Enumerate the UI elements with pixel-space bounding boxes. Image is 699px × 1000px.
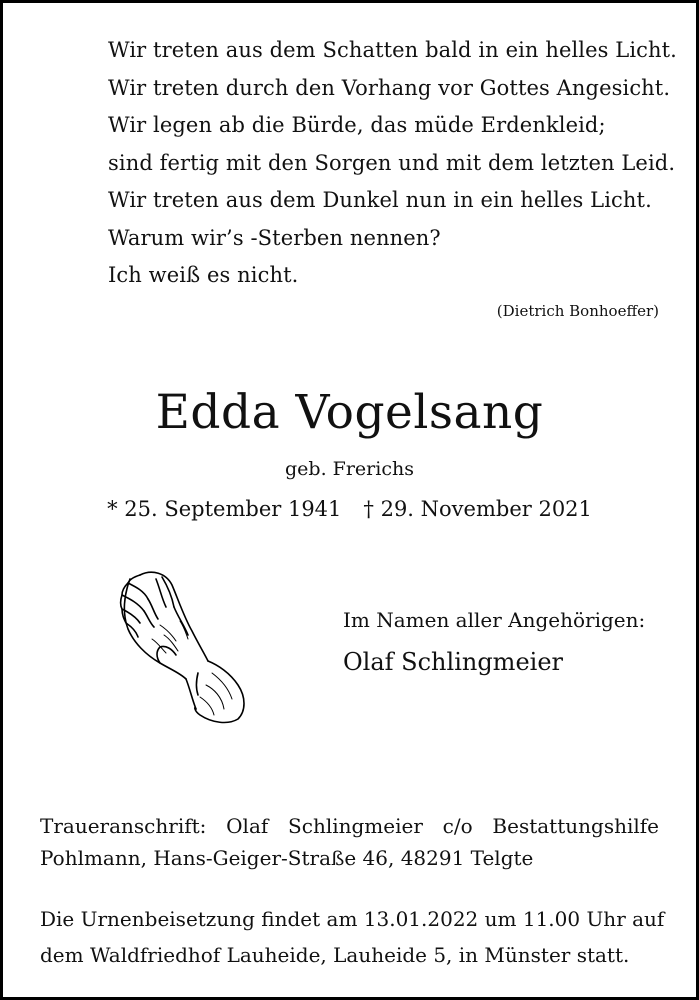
signer-name: Olaf Schlingmeier [343, 648, 563, 676]
maiden-name: geb. Frerichs [285, 458, 414, 480]
death-date: † 29. November 2021 [363, 497, 592, 521]
poem-attribution: (Dietrich Bonhoeffer) [496, 302, 659, 320]
birth-date: * 25. September 1941 [107, 497, 342, 521]
poem-line: sind fertig mit den Sorgen und mit dem letzten Leid. [108, 150, 676, 175]
address-line-2: Pohlmann, Hans-Geiger-Straße 46, 48291 Telgte [40, 846, 534, 870]
address-word: c/o [442, 814, 473, 838]
burial-line-2: dem Waldfriedhof Lauheide, Lauheide 5, in Münster statt. [40, 943, 630, 967]
address-word: Bestattungshilfe [492, 814, 659, 838]
poem-line: Wir treten durch den Vorhang vor Gottes Angesicht. [108, 75, 671, 100]
burial-notice [40, 901, 665, 973]
poem-line: Wir treten aus dem Schatten bald in ein helles Licht. [108, 38, 677, 62]
praying-hands-icon [100, 565, 255, 725]
life-dates [0, 497, 699, 521]
poem-line: Ich weiß es nicht. [108, 263, 299, 287]
address-word: Olaf [226, 814, 269, 838]
poem-line: Warum wir’s -Sterben nennen? [108, 225, 441, 250]
mourning-address [40, 810, 659, 874]
address-line-1 [40, 810, 659, 842]
address-word: Traueranschrift: [40, 814, 207, 838]
address-word: Schlingmeier [288, 814, 423, 838]
burial-line-1: Die Urnenbeisetzung findet am 13.01.2022 um 11.00 Uhr auf [40, 907, 665, 931]
deceased-name: Edda Vogelsang [155, 385, 544, 440]
poem-line: Wir treten aus dem Dunkel nun in ein helles Licht. [108, 188, 652, 212]
signer-intro: Im Namen aller Angehörigen: [343, 608, 646, 632]
poem [108, 32, 678, 295]
poem-line: Wir legen ab die Bürde, das müde Erdenkleid; [108, 113, 606, 137]
